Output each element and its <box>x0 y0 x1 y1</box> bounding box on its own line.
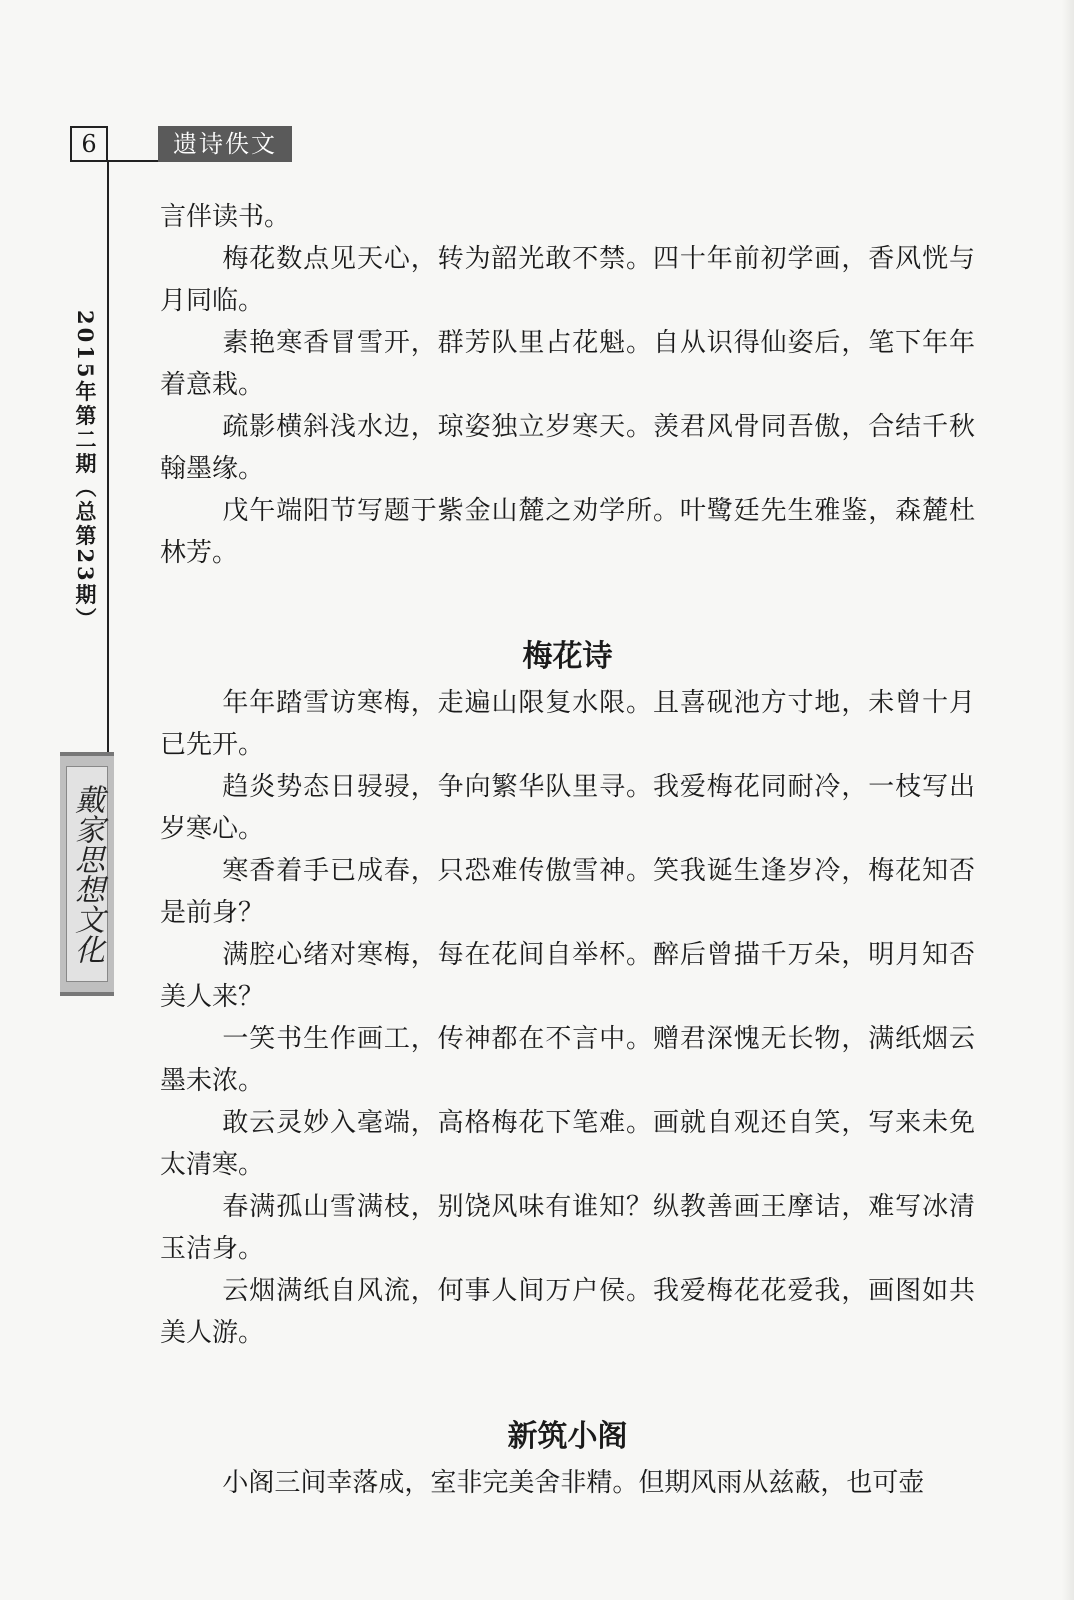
poem-stanza: 小阁三间幸落成，室非完美舍非精。但期风雨从兹蔽，也可壶 <box>222 1468 925 1498</box>
poem-stanza: 趋炎势态日骎骎，争向繁华队里寻。我爱梅花同耐冷，一枝写出岁寒心。 <box>160 772 975 844</box>
poem-stanza: 一笑书生作画工，传神都在不言中。赠君深愧无长物，满纸烟云墨未浓。 <box>160 1024 975 1096</box>
poem-stanza: 敢云灵妙入毫端，高格梅花下笔难。画就自观还自笑，写来未免太清寒。 <box>160 1108 975 1180</box>
poem-stanza: 寒香着手已成春，只恐难传傲雪神。笑我诞生逢岁冷，梅花知否是前身？ <box>160 856 975 928</box>
intro-paragraph: 素艳寒香冒雪开，群芳队里占花魁。自从识得仙姿后，笔下年年着意栽。 <box>160 328 975 400</box>
section-label: 遗诗佚文 <box>158 126 292 162</box>
poem-title: 梅花诗 <box>522 639 613 674</box>
issue-label: 2015年第二期（总第23期） <box>73 310 98 632</box>
poem-stanza: 年年踏雪访寒梅，走遍山限复水限。且喜砚池方寸地，未曾十月已先开。 <box>160 688 975 760</box>
poem-stanza: 满腔心绪对寒梅，每在花间自举杯。醉后曾描千万朵，明月知否美人来？ <box>160 940 975 1012</box>
article-body <box>160 196 975 1504</box>
page-edge <box>1062 0 1074 1600</box>
poem-title: 新筑小阁 <box>507 1419 628 1454</box>
margin-rule <box>107 160 109 758</box>
intro-paragraph: 戊午端阳节写题于紫金山麓之劝学所。叶鹭廷先生雅鉴，森麓杜林芳。 <box>160 496 975 568</box>
intro-paragraph: 梅花数点见天心，转为韶光敢不禁。四十年前初学画，香风恍与月同临。 <box>160 244 975 316</box>
poem-stanza: 云烟满纸自风流，何事人间万户侯。我爱梅花花爱我，画图如共美人游。 <box>160 1276 975 1348</box>
page-number: 6 <box>70 126 108 162</box>
intro-paragraph: 言伴读书。 <box>160 202 291 232</box>
journal-seal <box>60 752 114 996</box>
poem-stanza: 春满孤山雪满枝，别饶风味有谁知？纵教善画王摩诘，难写冰清玉洁身。 <box>160 1192 975 1264</box>
intro-paragraph: 疏影横斜浅水边，琼姿独立岁寒天。羡君风骨同吾傲，合结千秋翰墨缘。 <box>160 412 975 484</box>
seal-text: 戴家思想文化 <box>66 766 108 982</box>
